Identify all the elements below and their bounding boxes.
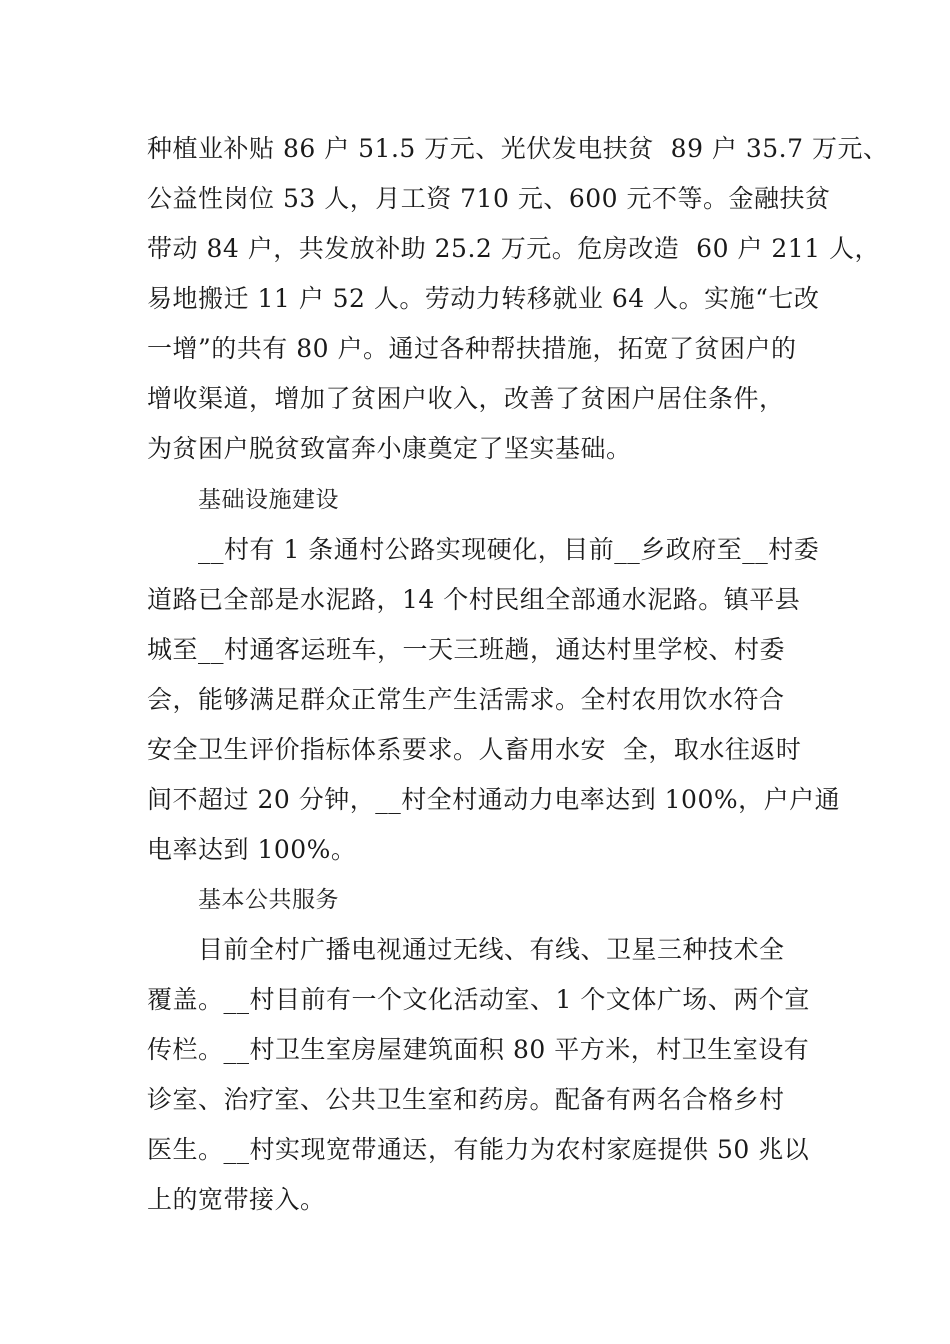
paragraph-1-line-3: 带动 84 户，共发放补助 25.2 万元。危房改造 60 户 211 人， <box>147 234 881 263</box>
paragraph-1-line-6: 增收渠道，增加了贫困户收入，改善了贫困户居住条件， <box>147 384 785 413</box>
paragraph-1-line-2: 公益性岗位 53 人，月工资 710 元、600 元不等。金融扶贫 <box>147 184 831 213</box>
paragraph-2-line-1: __村有 1 条通村公路实现硬化，目前__乡政府至__村委 <box>198 535 820 564</box>
paragraph-1-line-7: 为贫困户脱贫致富奔小康奠定了坚实基础。 <box>147 434 632 463</box>
paragraph-1-line-4: 易地搬迁 11 户 52 人。劳动力转移就业 64 人。实施“七改 <box>147 284 820 313</box>
section-heading-public-services: 基本公共服务 <box>198 887 339 913</box>
paragraph-3-line-4: 诊室、治疗室、公共卫生室和药房。配备有两名合格乡村 <box>147 1085 785 1114</box>
paragraph-1-line-1: 种植业补贴 86 户 51.5 万元、光伏发电扶贫 89 户 35.7 万元、 <box>147 134 889 163</box>
paragraph-1-line-5: 一增”的共有 80 户。通过各种帮扶措施，拓宽了贫困户的 <box>147 334 797 363</box>
paragraph-2-line-3: 城至__村通客运班车，一天三班趟，通达村里学校、村委 <box>147 635 786 664</box>
paragraph-2-line-2: 道路已全部是水泥路，14 个村民组全部通水泥路。镇平县 <box>147 585 801 614</box>
paragraph-2-line-6: 间不超过 20 分钟，__村全村通动力电率达到 100%，户户通 <box>147 785 841 814</box>
paragraph-3-line-1: 目前全村广播电视通过无线、有线、卫星三种技术全 <box>198 935 785 964</box>
paragraph-2-line-4: 会，能够满足群众正常生产生活需求。全村农用饮水符合 <box>147 685 785 714</box>
section-heading-infrastructure: 基础设施建设 <box>198 487 339 513</box>
paragraph-3-line-5: 医生。__村实现宽带通迗，有能力为农村家庭提供 50 兆以 <box>147 1135 810 1164</box>
paragraph-2-line-7: 电率达到 100%。 <box>147 835 357 864</box>
paragraph-2-line-5: 安全卫生评价指标体系要求。人畜用水安 全，取水往返时 <box>147 735 802 764</box>
paragraph-3-line-6: 上的宽带接入。 <box>147 1185 326 1214</box>
paragraph-3-line-3: 传栏。__村卫生室房屋建筑面积 80 平方米，村卫生室设有 <box>147 1035 810 1064</box>
paragraph-3-line-2: 覆盖。__村目前有一个文化活动室、1 个文体广场、两个宣 <box>147 985 810 1014</box>
